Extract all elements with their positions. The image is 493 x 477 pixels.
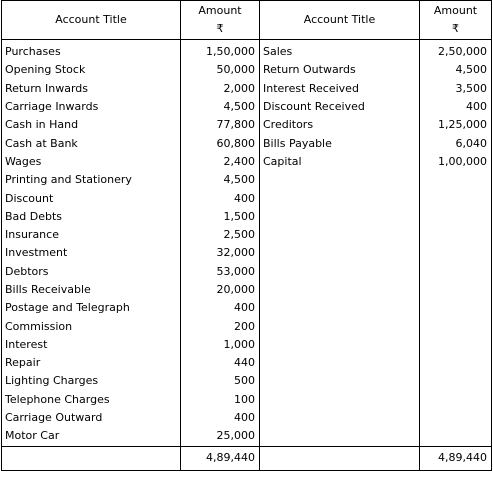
right-account-title bbox=[260, 208, 420, 226]
left-account-title: Bills Receivable bbox=[2, 281, 181, 299]
right-account-title bbox=[260, 336, 420, 354]
right-total-amount: 4,89,440 bbox=[420, 446, 492, 470]
right-account-title bbox=[260, 317, 420, 335]
left-amount: 440 bbox=[181, 354, 260, 372]
left-account-title: Carriage Outward bbox=[2, 409, 181, 427]
left-amount: 100 bbox=[181, 391, 260, 409]
right-amount bbox=[420, 208, 492, 226]
left-amount: 400 bbox=[181, 299, 260, 317]
table-row bbox=[2, 153, 492, 171]
right-amount: 2,50,000 bbox=[420, 40, 492, 62]
left-amount: 32,000 bbox=[181, 244, 260, 262]
right-account-title: Discount Received bbox=[260, 98, 420, 116]
left-amount: 4,500 bbox=[181, 171, 260, 189]
right-amount: 1,25,000 bbox=[420, 116, 492, 134]
table-header bbox=[2, 1, 492, 40]
right-amount bbox=[420, 189, 492, 207]
left-amount: 500 bbox=[181, 372, 260, 390]
right-amount: 6,040 bbox=[420, 134, 492, 152]
table-row bbox=[2, 354, 492, 372]
left-account-title: Bad Debts bbox=[2, 208, 181, 226]
left-account-title: Opening Stock bbox=[2, 61, 181, 79]
left-amount: 53,000 bbox=[181, 263, 260, 281]
left-amount: 200 bbox=[181, 317, 260, 335]
trial-balance-table bbox=[1, 0, 492, 471]
right-account-title bbox=[260, 354, 420, 372]
table-row bbox=[2, 40, 492, 62]
table-row bbox=[2, 189, 492, 207]
right-amount bbox=[420, 336, 492, 354]
table-row bbox=[2, 116, 492, 134]
left-account-title: Debtors bbox=[2, 263, 181, 281]
left-rupee-symbol: ₹ bbox=[216, 22, 224, 35]
table-row bbox=[2, 208, 492, 226]
right-account-title bbox=[260, 372, 420, 390]
right-amount bbox=[420, 391, 492, 409]
left-account-title-header: Account Title bbox=[2, 1, 181, 40]
right-account-title bbox=[260, 171, 420, 189]
table-row bbox=[2, 171, 492, 189]
right-account-title bbox=[260, 427, 420, 446]
right-amount bbox=[420, 427, 492, 446]
left-amount: 50,000 bbox=[181, 61, 260, 79]
table-row bbox=[2, 427, 492, 446]
left-amount: 2,500 bbox=[181, 226, 260, 244]
right-account-title: Capital bbox=[260, 153, 420, 171]
left-amount-label: Amount bbox=[198, 4, 242, 17]
left-account-title: Printing and Stationery bbox=[2, 171, 181, 189]
table-row bbox=[2, 409, 492, 427]
header-row bbox=[2, 1, 492, 40]
left-amount: 400 bbox=[181, 189, 260, 207]
right-amount bbox=[420, 372, 492, 390]
left-amount: 20,000 bbox=[181, 281, 260, 299]
left-account-title: Return Inwards bbox=[2, 80, 181, 98]
right-amount bbox=[420, 171, 492, 189]
left-amount: 77,800 bbox=[181, 116, 260, 134]
right-account-title: Bills Payable bbox=[260, 134, 420, 152]
right-amount: 4,500 bbox=[420, 61, 492, 79]
right-amount: 1,00,000 bbox=[420, 153, 492, 171]
right-account-title bbox=[260, 226, 420, 244]
left-account-title: Repair bbox=[2, 354, 181, 372]
left-account-title: Purchases bbox=[2, 40, 181, 62]
table-row bbox=[2, 317, 492, 335]
left-account-title: Telephone Charges bbox=[2, 391, 181, 409]
left-account-title: Carriage Inwards bbox=[2, 98, 181, 116]
table-row bbox=[2, 226, 492, 244]
left-total-label-cell bbox=[2, 446, 181, 470]
table-row bbox=[2, 61, 492, 79]
left-amount: 2,400 bbox=[181, 153, 260, 171]
table-footer bbox=[2, 446, 492, 470]
right-amount bbox=[420, 354, 492, 372]
right-amount bbox=[420, 299, 492, 317]
table-row bbox=[2, 134, 492, 152]
right-account-title-header: Account Title bbox=[260, 1, 420, 40]
right-account-title: Return Outwards bbox=[260, 61, 420, 79]
right-account-title bbox=[260, 391, 420, 409]
right-amount-label: Amount bbox=[433, 4, 478, 17]
right-amount bbox=[420, 244, 492, 262]
right-amount-header bbox=[420, 1, 492, 40]
right-amount bbox=[420, 226, 492, 244]
table-row bbox=[2, 244, 492, 262]
left-account-title: Lighting Charges bbox=[2, 372, 181, 390]
left-account-title: Cash at Bank bbox=[2, 134, 181, 152]
left-account-title: Insurance bbox=[2, 226, 181, 244]
right-total-label-cell bbox=[260, 446, 420, 470]
right-amount bbox=[420, 263, 492, 281]
table-row bbox=[2, 80, 492, 98]
right-account-title bbox=[260, 299, 420, 317]
right-amount bbox=[420, 409, 492, 427]
right-account-title bbox=[260, 189, 420, 207]
left-account-title: Wages bbox=[2, 153, 181, 171]
right-account-title bbox=[260, 244, 420, 262]
right-account-title: Interest Received bbox=[260, 80, 420, 98]
right-account-title bbox=[260, 281, 420, 299]
right-amount bbox=[420, 281, 492, 299]
table-row bbox=[2, 98, 492, 116]
left-account-title: Postage and Telegraph bbox=[2, 299, 181, 317]
table-body bbox=[2, 40, 492, 447]
table-row bbox=[2, 372, 492, 390]
right-account-title: Sales bbox=[260, 40, 420, 62]
right-amount bbox=[420, 317, 492, 335]
total-row bbox=[2, 446, 492, 470]
right-account-title bbox=[260, 409, 420, 427]
left-account-title: Commission bbox=[2, 317, 181, 335]
left-amount: 1,000 bbox=[181, 336, 260, 354]
left-account-title: Discount bbox=[2, 189, 181, 207]
left-amount: 25,000 bbox=[181, 427, 260, 446]
right-account-title: Creditors bbox=[260, 116, 420, 134]
left-amount-header bbox=[181, 1, 260, 40]
left-account-title: Motor Car bbox=[2, 427, 181, 446]
table-row bbox=[2, 299, 492, 317]
left-account-title: Investment bbox=[2, 244, 181, 262]
left-account-title: Interest bbox=[2, 336, 181, 354]
table-row bbox=[2, 336, 492, 354]
left-amount: 60,800 bbox=[181, 134, 260, 152]
left-amount: 4,500 bbox=[181, 98, 260, 116]
left-amount: 2,000 bbox=[181, 80, 260, 98]
table-row bbox=[2, 263, 492, 281]
table-row bbox=[2, 391, 492, 409]
right-amount: 3,500 bbox=[420, 80, 492, 98]
right-amount: 400 bbox=[420, 98, 492, 116]
left-amount: 1,50,000 bbox=[181, 40, 260, 62]
table-row bbox=[2, 281, 492, 299]
right-rupee-symbol: ₹ bbox=[452, 22, 459, 35]
left-amount: 1,500 bbox=[181, 208, 260, 226]
left-account-title: Cash in Hand bbox=[2, 116, 181, 134]
left-amount: 400 bbox=[181, 409, 260, 427]
right-account-title bbox=[260, 263, 420, 281]
left-total-amount: 4,89,440 bbox=[181, 446, 260, 470]
